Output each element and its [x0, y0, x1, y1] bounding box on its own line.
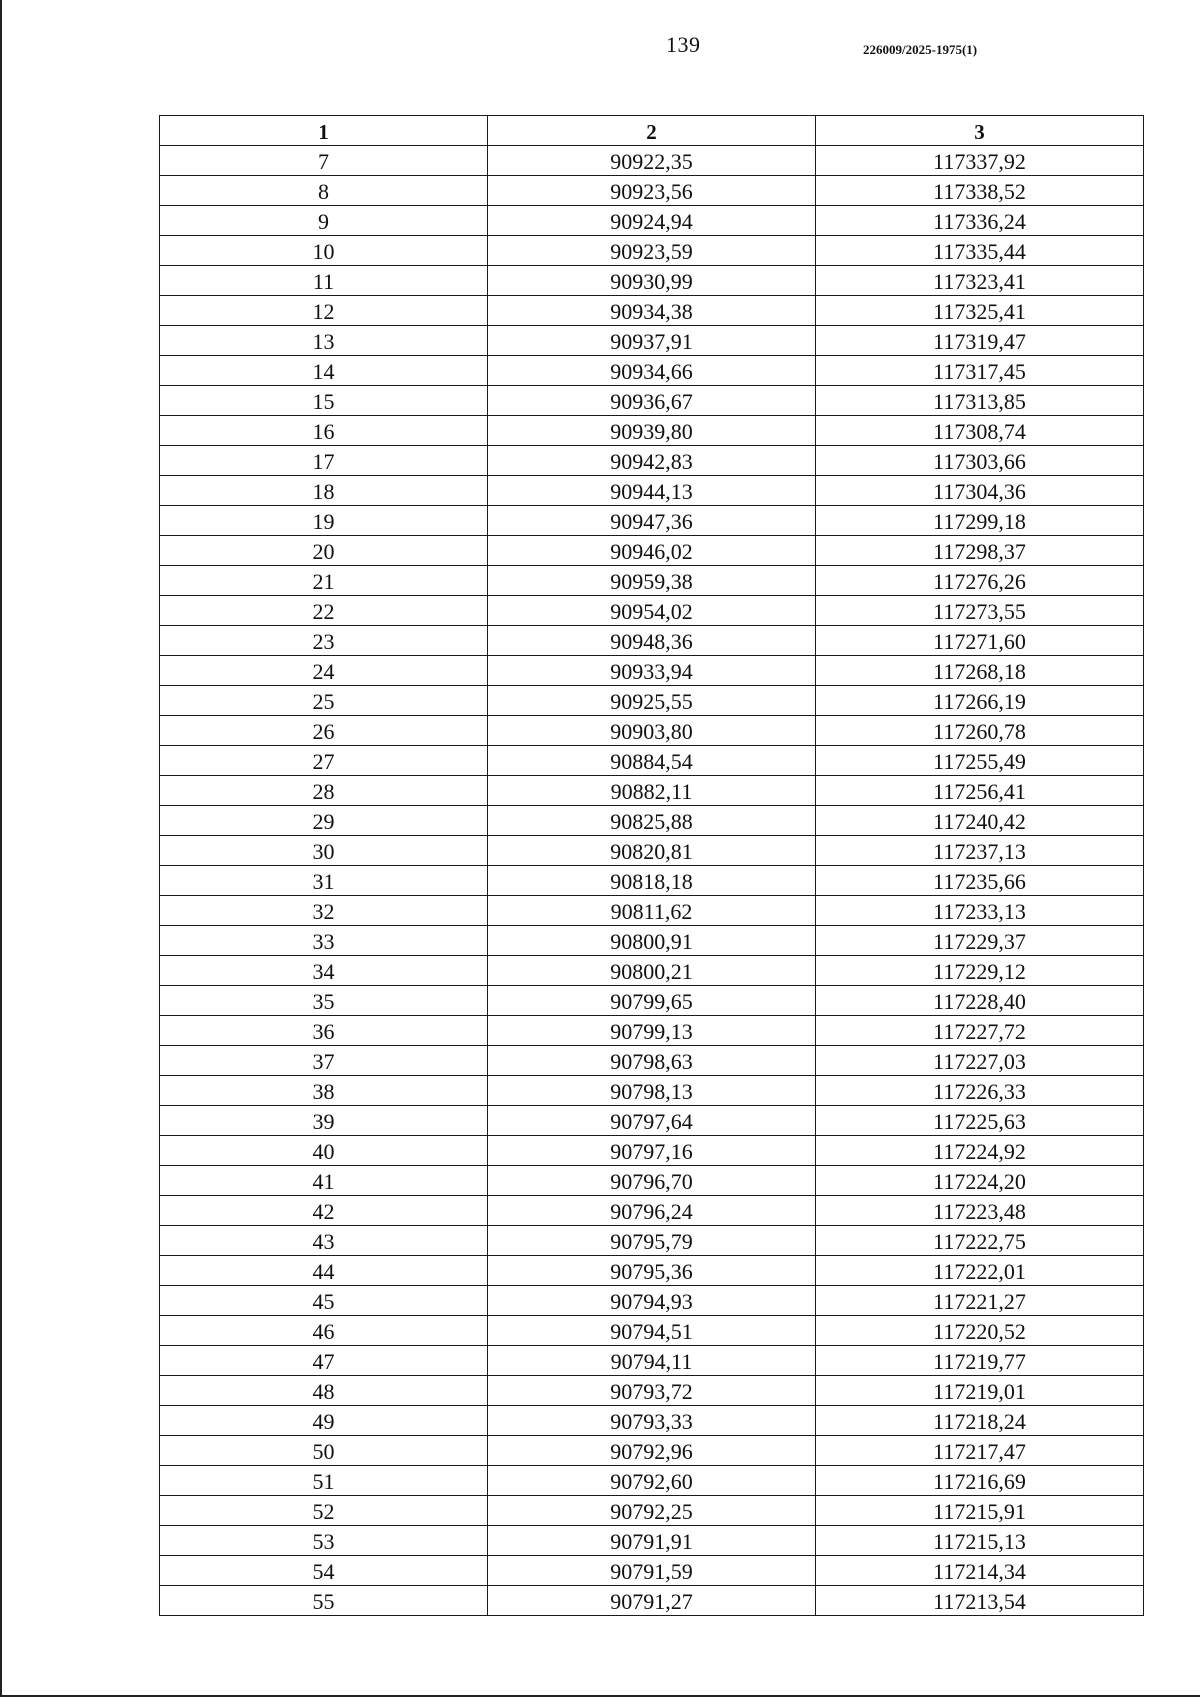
table-row	[160, 1256, 1144, 1286]
y-coordinate-cell: 117224,92	[816, 1136, 1144, 1166]
y-coordinate-cell: 117222,75	[816, 1226, 1144, 1256]
point-number-cell: 11	[160, 266, 488, 296]
table-row	[160, 446, 1144, 476]
x-coordinate-cell: 90944,13	[488, 476, 816, 506]
table-row	[160, 296, 1144, 326]
column-header-2: 2	[488, 116, 816, 146]
page-number: 139	[666, 32, 701, 57]
table-row	[160, 1406, 1144, 1436]
y-coordinate-cell: 117266,19	[816, 686, 1144, 716]
y-coordinate-cell: 117223,48	[816, 1196, 1144, 1226]
table-row	[160, 776, 1144, 806]
x-coordinate-cell: 90946,02	[488, 536, 816, 566]
y-coordinate-cell: 117336,24	[816, 206, 1144, 236]
point-number-cell: 32	[160, 896, 488, 926]
x-coordinate-cell: 90825,88	[488, 806, 816, 836]
x-coordinate-cell: 90794,93	[488, 1286, 816, 1316]
point-number-cell: 26	[160, 716, 488, 746]
point-number-cell: 54	[160, 1556, 488, 1586]
table-row	[160, 506, 1144, 536]
point-number-cell: 53	[160, 1526, 488, 1556]
y-coordinate-cell: 117235,66	[816, 866, 1144, 896]
x-coordinate-cell: 90942,83	[488, 446, 816, 476]
y-coordinate-cell: 117227,03	[816, 1046, 1144, 1076]
x-coordinate-cell: 90796,24	[488, 1196, 816, 1226]
x-coordinate-cell: 90939,80	[488, 416, 816, 446]
table-row	[160, 626, 1144, 656]
point-number-cell: 38	[160, 1076, 488, 1106]
table-row	[160, 356, 1144, 386]
point-number-cell: 21	[160, 566, 488, 596]
table-row	[160, 896, 1144, 926]
x-coordinate-cell: 90791,91	[488, 1526, 816, 1556]
point-number-cell: 8	[160, 176, 488, 206]
point-number-cell: 40	[160, 1136, 488, 1166]
point-number-cell: 52	[160, 1496, 488, 1526]
x-coordinate-cell: 90797,16	[488, 1136, 816, 1166]
point-number-cell: 16	[160, 416, 488, 446]
table-row	[160, 866, 1144, 896]
point-number-cell: 42	[160, 1196, 488, 1226]
column-header-1: 1	[160, 116, 488, 146]
y-coordinate-cell: 117218,24	[816, 1406, 1144, 1436]
x-coordinate-cell: 90795,36	[488, 1256, 816, 1286]
point-number-cell: 12	[160, 296, 488, 326]
y-coordinate-cell: 117298,37	[816, 536, 1144, 566]
y-coordinate-cell: 117323,41	[816, 266, 1144, 296]
y-coordinate-cell: 117213,54	[816, 1586, 1144, 1616]
y-coordinate-cell: 117215,91	[816, 1496, 1144, 1526]
point-number-cell: 25	[160, 686, 488, 716]
table-row	[160, 1226, 1144, 1256]
x-coordinate-cell: 90797,64	[488, 1106, 816, 1136]
table-row	[160, 1136, 1144, 1166]
point-number-cell: 51	[160, 1466, 488, 1496]
document-id: 226009/2025-1975(1)	[863, 42, 978, 57]
y-coordinate-cell: 117237,13	[816, 836, 1144, 866]
point-number-cell: 20	[160, 536, 488, 566]
table-row	[160, 1046, 1144, 1076]
point-number-cell: 41	[160, 1166, 488, 1196]
y-coordinate-cell: 117317,45	[816, 356, 1144, 386]
table-row	[160, 236, 1144, 266]
table-row	[160, 266, 1144, 296]
table-row	[160, 836, 1144, 866]
point-number-cell: 22	[160, 596, 488, 626]
x-coordinate-cell: 90800,91	[488, 926, 816, 956]
point-number-cell: 36	[160, 1016, 488, 1046]
point-number-cell: 43	[160, 1226, 488, 1256]
x-coordinate-cell: 90792,60	[488, 1466, 816, 1496]
point-number-cell: 31	[160, 866, 488, 896]
x-coordinate-cell: 90792,25	[488, 1496, 816, 1526]
point-number-cell: 17	[160, 446, 488, 476]
x-coordinate-cell: 90811,62	[488, 896, 816, 926]
point-number-cell: 33	[160, 926, 488, 956]
table-row	[160, 1586, 1144, 1616]
y-coordinate-cell: 117313,85	[816, 386, 1144, 416]
point-number-cell: 45	[160, 1286, 488, 1316]
y-coordinate-cell: 117271,60	[816, 626, 1144, 656]
table-row	[160, 206, 1144, 236]
x-coordinate-cell: 90923,59	[488, 236, 816, 266]
table-row	[160, 1166, 1144, 1196]
y-coordinate-cell: 117219,77	[816, 1346, 1144, 1376]
point-number-cell: 55	[160, 1586, 488, 1616]
y-coordinate-cell: 117217,47	[816, 1436, 1144, 1466]
x-coordinate-cell: 90930,99	[488, 266, 816, 296]
point-number-cell: 19	[160, 506, 488, 536]
x-coordinate-cell: 90882,11	[488, 776, 816, 806]
table-row	[160, 1196, 1144, 1226]
table-row	[160, 746, 1144, 776]
x-coordinate-cell: 90794,51	[488, 1316, 816, 1346]
y-coordinate-cell: 117219,01	[816, 1376, 1144, 1406]
x-coordinate-cell: 90954,02	[488, 596, 816, 626]
y-coordinate-cell: 117256,41	[816, 776, 1144, 806]
y-coordinate-cell: 117228,40	[816, 986, 1144, 1016]
x-coordinate-cell: 90798,63	[488, 1046, 816, 1076]
table-row	[160, 1526, 1144, 1556]
y-coordinate-cell: 117216,69	[816, 1466, 1144, 1496]
table-row	[160, 806, 1144, 836]
y-coordinate-cell: 117319,47	[816, 326, 1144, 356]
point-number-cell: 39	[160, 1106, 488, 1136]
table-row	[160, 416, 1144, 446]
x-coordinate-cell: 90933,94	[488, 656, 816, 686]
x-coordinate-cell: 90791,59	[488, 1556, 816, 1586]
table-row	[160, 326, 1144, 356]
y-coordinate-cell: 117325,41	[816, 296, 1144, 326]
x-coordinate-cell: 90903,80	[488, 716, 816, 746]
x-coordinate-cell: 90884,54	[488, 746, 816, 776]
y-coordinate-cell: 117240,42	[816, 806, 1144, 836]
table-row	[160, 1376, 1144, 1406]
table-row	[160, 536, 1144, 566]
table-row	[160, 1556, 1144, 1586]
table-row	[160, 1316, 1144, 1346]
point-number-cell: 30	[160, 836, 488, 866]
y-coordinate-cell: 117224,20	[816, 1166, 1144, 1196]
point-number-cell: 24	[160, 656, 488, 686]
table-row	[160, 1076, 1144, 1106]
y-coordinate-cell: 117276,26	[816, 566, 1144, 596]
table-row	[160, 656, 1144, 686]
table-row	[160, 1106, 1144, 1136]
x-coordinate-cell: 90796,70	[488, 1166, 816, 1196]
y-coordinate-cell: 117299,18	[816, 506, 1144, 536]
table-body	[160, 146, 1144, 1616]
y-coordinate-cell: 117225,63	[816, 1106, 1144, 1136]
x-coordinate-cell: 90922,35	[488, 146, 816, 176]
point-number-cell: 44	[160, 1256, 488, 1286]
y-coordinate-cell: 117338,52	[816, 176, 1144, 206]
point-number-cell: 29	[160, 806, 488, 836]
table-row	[160, 986, 1144, 1016]
x-coordinate-cell: 90925,55	[488, 686, 816, 716]
y-coordinate-cell: 117226,33	[816, 1076, 1144, 1106]
x-coordinate-cell: 90795,79	[488, 1226, 816, 1256]
table-row	[160, 1466, 1144, 1496]
x-coordinate-cell: 90923,56	[488, 176, 816, 206]
y-coordinate-cell: 117214,34	[816, 1556, 1144, 1586]
y-coordinate-cell: 117268,18	[816, 656, 1144, 686]
x-coordinate-cell: 90799,65	[488, 986, 816, 1016]
point-number-cell: 35	[160, 986, 488, 1016]
point-number-cell: 27	[160, 746, 488, 776]
table-row	[160, 1286, 1144, 1316]
point-number-cell: 9	[160, 206, 488, 236]
y-coordinate-cell: 117337,92	[816, 146, 1144, 176]
point-number-cell: 46	[160, 1316, 488, 1346]
x-coordinate-cell: 90794,11	[488, 1346, 816, 1376]
point-number-cell: 28	[160, 776, 488, 806]
x-coordinate-cell: 90799,13	[488, 1016, 816, 1046]
y-coordinate-cell: 117220,52	[816, 1316, 1144, 1346]
point-number-cell: 14	[160, 356, 488, 386]
x-coordinate-cell: 90934,66	[488, 356, 816, 386]
x-coordinate-cell: 90791,27	[488, 1586, 816, 1616]
point-number-cell: 37	[160, 1046, 488, 1076]
x-coordinate-cell: 90924,94	[488, 206, 816, 236]
table-row	[160, 386, 1144, 416]
y-coordinate-cell: 117233,13	[816, 896, 1144, 926]
point-number-cell: 15	[160, 386, 488, 416]
x-coordinate-cell: 90793,72	[488, 1376, 816, 1406]
table-row	[160, 926, 1144, 956]
table-row	[160, 1436, 1144, 1466]
y-coordinate-cell: 117255,49	[816, 746, 1144, 776]
point-number-cell: 7	[160, 146, 488, 176]
coordinates-table	[159, 115, 1144, 1616]
y-coordinate-cell: 117308,74	[816, 416, 1144, 446]
point-number-cell: 47	[160, 1346, 488, 1376]
y-coordinate-cell: 117335,44	[816, 236, 1144, 266]
x-coordinate-cell: 90947,36	[488, 506, 816, 536]
y-coordinate-cell: 117215,13	[816, 1526, 1144, 1556]
point-number-cell: 10	[160, 236, 488, 266]
point-number-cell: 48	[160, 1376, 488, 1406]
point-number-cell: 18	[160, 476, 488, 506]
table-row	[160, 146, 1144, 176]
table-row	[160, 476, 1144, 506]
x-coordinate-cell: 90937,91	[488, 326, 816, 356]
x-coordinate-cell: 90820,81	[488, 836, 816, 866]
point-number-cell: 49	[160, 1406, 488, 1436]
table-row	[160, 596, 1144, 626]
y-coordinate-cell: 117221,27	[816, 1286, 1144, 1316]
x-coordinate-cell: 90792,96	[488, 1436, 816, 1466]
x-coordinate-cell: 90959,38	[488, 566, 816, 596]
table-row	[160, 176, 1144, 206]
x-coordinate-cell: 90948,36	[488, 626, 816, 656]
point-number-cell: 50	[160, 1436, 488, 1466]
table-row	[160, 686, 1144, 716]
y-coordinate-cell: 117304,36	[816, 476, 1144, 506]
x-coordinate-cell: 90818,18	[488, 866, 816, 896]
x-coordinate-cell: 90798,13	[488, 1076, 816, 1106]
y-coordinate-cell: 117222,01	[816, 1256, 1144, 1286]
table-row	[160, 716, 1144, 746]
table-row	[160, 1496, 1144, 1526]
x-coordinate-cell: 90934,38	[488, 296, 816, 326]
y-coordinate-cell: 117273,55	[816, 596, 1144, 626]
x-coordinate-cell: 90793,33	[488, 1406, 816, 1436]
point-number-cell: 23	[160, 626, 488, 656]
y-coordinate-cell: 117260,78	[816, 716, 1144, 746]
y-coordinate-cell: 117229,37	[816, 926, 1144, 956]
y-coordinate-cell: 117303,66	[816, 446, 1144, 476]
x-coordinate-cell: 90936,67	[488, 386, 816, 416]
table-header	[160, 116, 1144, 146]
table-row	[160, 956, 1144, 986]
table-row	[160, 1346, 1144, 1376]
table-header-row	[160, 116, 1144, 146]
point-number-cell: 13	[160, 326, 488, 356]
point-number-cell: 34	[160, 956, 488, 986]
table-row	[160, 1016, 1144, 1046]
column-header-3: 3	[816, 116, 1144, 146]
y-coordinate-cell: 117227,72	[816, 1016, 1144, 1046]
x-coordinate-cell: 90800,21	[488, 956, 816, 986]
y-coordinate-cell: 117229,12	[816, 956, 1144, 986]
table-row	[160, 566, 1144, 596]
